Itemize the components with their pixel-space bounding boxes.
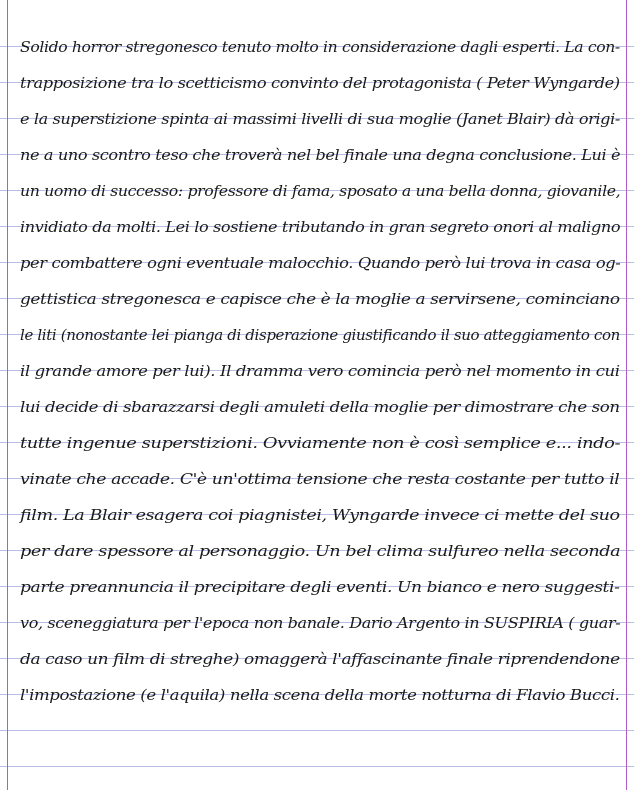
- text-line: trapposizione tra lo scetticismo convinto del protagonista ( Peter Wyngarde): [20, 74, 620, 92]
- text-line: il grande amore per lui). Il dramma vero comincia però nel momento in cui: [20, 362, 620, 380]
- text-line: le liti (nonostante lei pianga di disperazione giustificando il suo atteggiamento con: [20, 326, 620, 344]
- text-line: lui decide di sbarazzarsi degli amuleti della moglie per dimostrare che son: [20, 398, 620, 416]
- text-line: per dare spessore al personaggio. Un bel clima sulfureo nella seconda: [20, 542, 621, 560]
- text-line: Solido horror stregonesco tenuto molto in considerazione dagli esperti. La con-: [20, 38, 620, 56]
- text-line: film. La Blair esagera coi piagnistei, Wyngarde invece ci mette del suo: [20, 506, 620, 524]
- text-line: e la superstizione spinta ai massimi livelli di sua moglie (Janet Blair) dà origi-: [20, 110, 620, 128]
- text-line: l'impostazione (e l'aquila) nella scena della morte notturna di Flavio Bucci.: [20, 686, 620, 704]
- text-line: da caso un film di streghe) omaggerà l'affascinante finale riprendendone: [20, 650, 620, 668]
- text-line: tutte ingenue superstizioni. Ovviamente non è così semplice e... indo-: [20, 434, 621, 452]
- text-line: un uomo di successo: professore di fama, sposato a una bella donna, giovanile,: [20, 182, 621, 200]
- text-line: parte preannuncia il precipitare degli eventi. Un bianco e nero suggesti-: [20, 578, 620, 596]
- left-margin-line: [7, 0, 8, 790]
- right-margin-line: [626, 0, 627, 790]
- text-line: invidiato da molti. Lei lo sostiene tributando in gran segreto onori al maligno: [20, 218, 621, 236]
- text-line: per combattere ogni eventuale malocchio. Quando però lui trova in casa og-: [20, 254, 621, 272]
- text-line: vo, sceneggiatura per l'epoca non banale. Dario Argento in SUSPIRIA ( guar-: [20, 614, 621, 632]
- text-line: vinate che accade. C'è un'ottima tensione che resta costante per tutto il: [20, 470, 620, 488]
- text-line: gettistica stregonesca e capisce che è la moglie a servirsene, cominciano: [20, 290, 620, 308]
- text-line: ne a uno scontro teso che troverà nel bel finale una degna conclusione. Lui è: [20, 146, 621, 164]
